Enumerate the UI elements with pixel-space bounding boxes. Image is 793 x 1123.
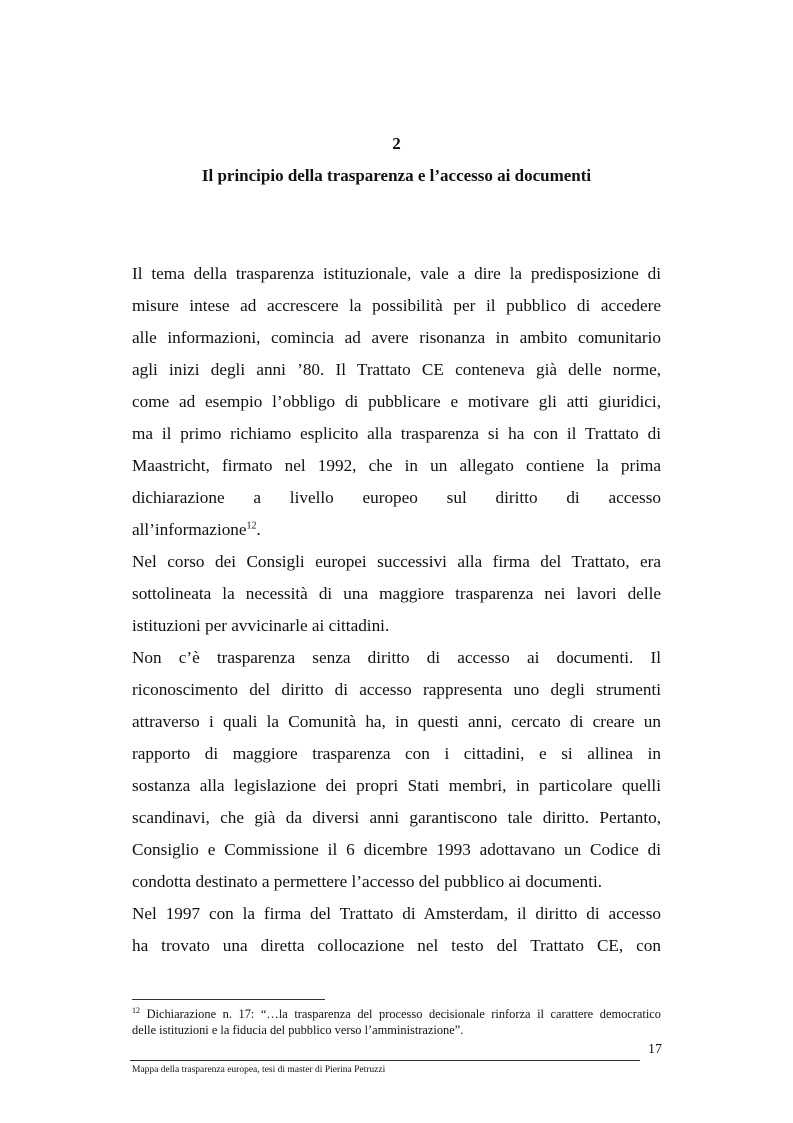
footnote-line: delle istituzioni e la fiducia del pubblico verso l’amministrazione”. xyxy=(132,1023,464,1037)
body-line: rapporto di maggiore trasparenza con i cittadini, e si allinea in xyxy=(132,744,661,763)
body-line: Non c’è trasparenza senza diritto di accesso ai documenti. Il xyxy=(132,648,661,667)
chapter-title: Il principio della trasparenza e l’accesso ai documenti xyxy=(201,166,592,185)
page-number: 17 xyxy=(648,1042,662,1057)
footnote-divider xyxy=(132,999,325,1000)
body-line: scandinavi, che già da diversi anni garantiscono tale diritto. Pertanto, xyxy=(132,808,661,827)
body-line: riconoscimento del diritto di accesso rappresenta uno degli strumenti xyxy=(132,680,661,699)
body-line: condotta destinato a permettere l’accesso del pubblico ai documenti. xyxy=(132,872,603,891)
body-line: agli inizi degli anni ’80. Il Trattato CE conteneva già delle norme, xyxy=(132,360,661,379)
body-line: dichiarazione a livello europeo sul diritto di accesso xyxy=(132,488,661,507)
body-text xyxy=(132,258,661,962)
body-line: sostanza alla legislazione dei propri Stati membri, in particolare quelli xyxy=(132,776,661,795)
body-line: Nel corso dei Consigli europei successivi alla firma del Trattato, era xyxy=(132,552,661,571)
body-line: Il tema della trasparenza istituzionale, vale a dire la predisposizione di xyxy=(132,264,661,283)
footnote-line xyxy=(132,1006,661,1022)
body-line: misure intese ad accrescere la possibilità per il pubblico di accedere xyxy=(132,296,661,315)
chapter-number: 2 xyxy=(392,134,401,153)
body-line: alle informazioni, comincia ad avere risonanza in ambito comunitario xyxy=(132,328,661,347)
footnote-reference[interactable]: 12 xyxy=(246,520,257,532)
footer-divider xyxy=(130,1060,640,1061)
body-line: Nel 1997 con la firma del Trattato di Amsterdam, il diritto di accesso xyxy=(132,904,661,923)
body-line: ha trovato una diretta collocazione nel testo del Trattato CE, con xyxy=(132,936,661,955)
footnote-text: Dichiarazione n. 17: “…la trasparenza del processo decisionale rinforza il carattere democratico xyxy=(140,1007,661,1021)
body-line: come ad esempio l’obbligo di pubblicare e motivare gli atti giuridici, xyxy=(132,392,661,411)
body-line xyxy=(132,514,661,546)
footnote xyxy=(132,1006,661,1038)
body-line: istituzioni per avvicinarle ai cittadini. xyxy=(132,616,390,635)
running-footer: Mappa della trasparenza europea, tesi di master di Pierina Petruzzi xyxy=(132,1065,386,1075)
body-line: Maastricht, firmato nel 1992, che in un allegato contiene la prima xyxy=(132,456,661,475)
body-line: Consiglio e Commissione il 6 dicembre 1993 adottavano un Codice di xyxy=(132,840,661,859)
footnote-marker: 12 xyxy=(132,1005,140,1015)
body-line-text: all’informazione xyxy=(132,520,247,539)
body-line: attraverso i quali la Comunità ha, in questi anni, cercato di creare un xyxy=(132,712,661,731)
body-line: ma il primo richiamo esplicito alla trasparenza si ha con il Trattato di xyxy=(132,424,661,443)
body-line: sottolineata la necessità di una maggiore trasparenza nei lavori delle xyxy=(132,584,661,603)
body-line-suffix: . xyxy=(256,520,261,539)
